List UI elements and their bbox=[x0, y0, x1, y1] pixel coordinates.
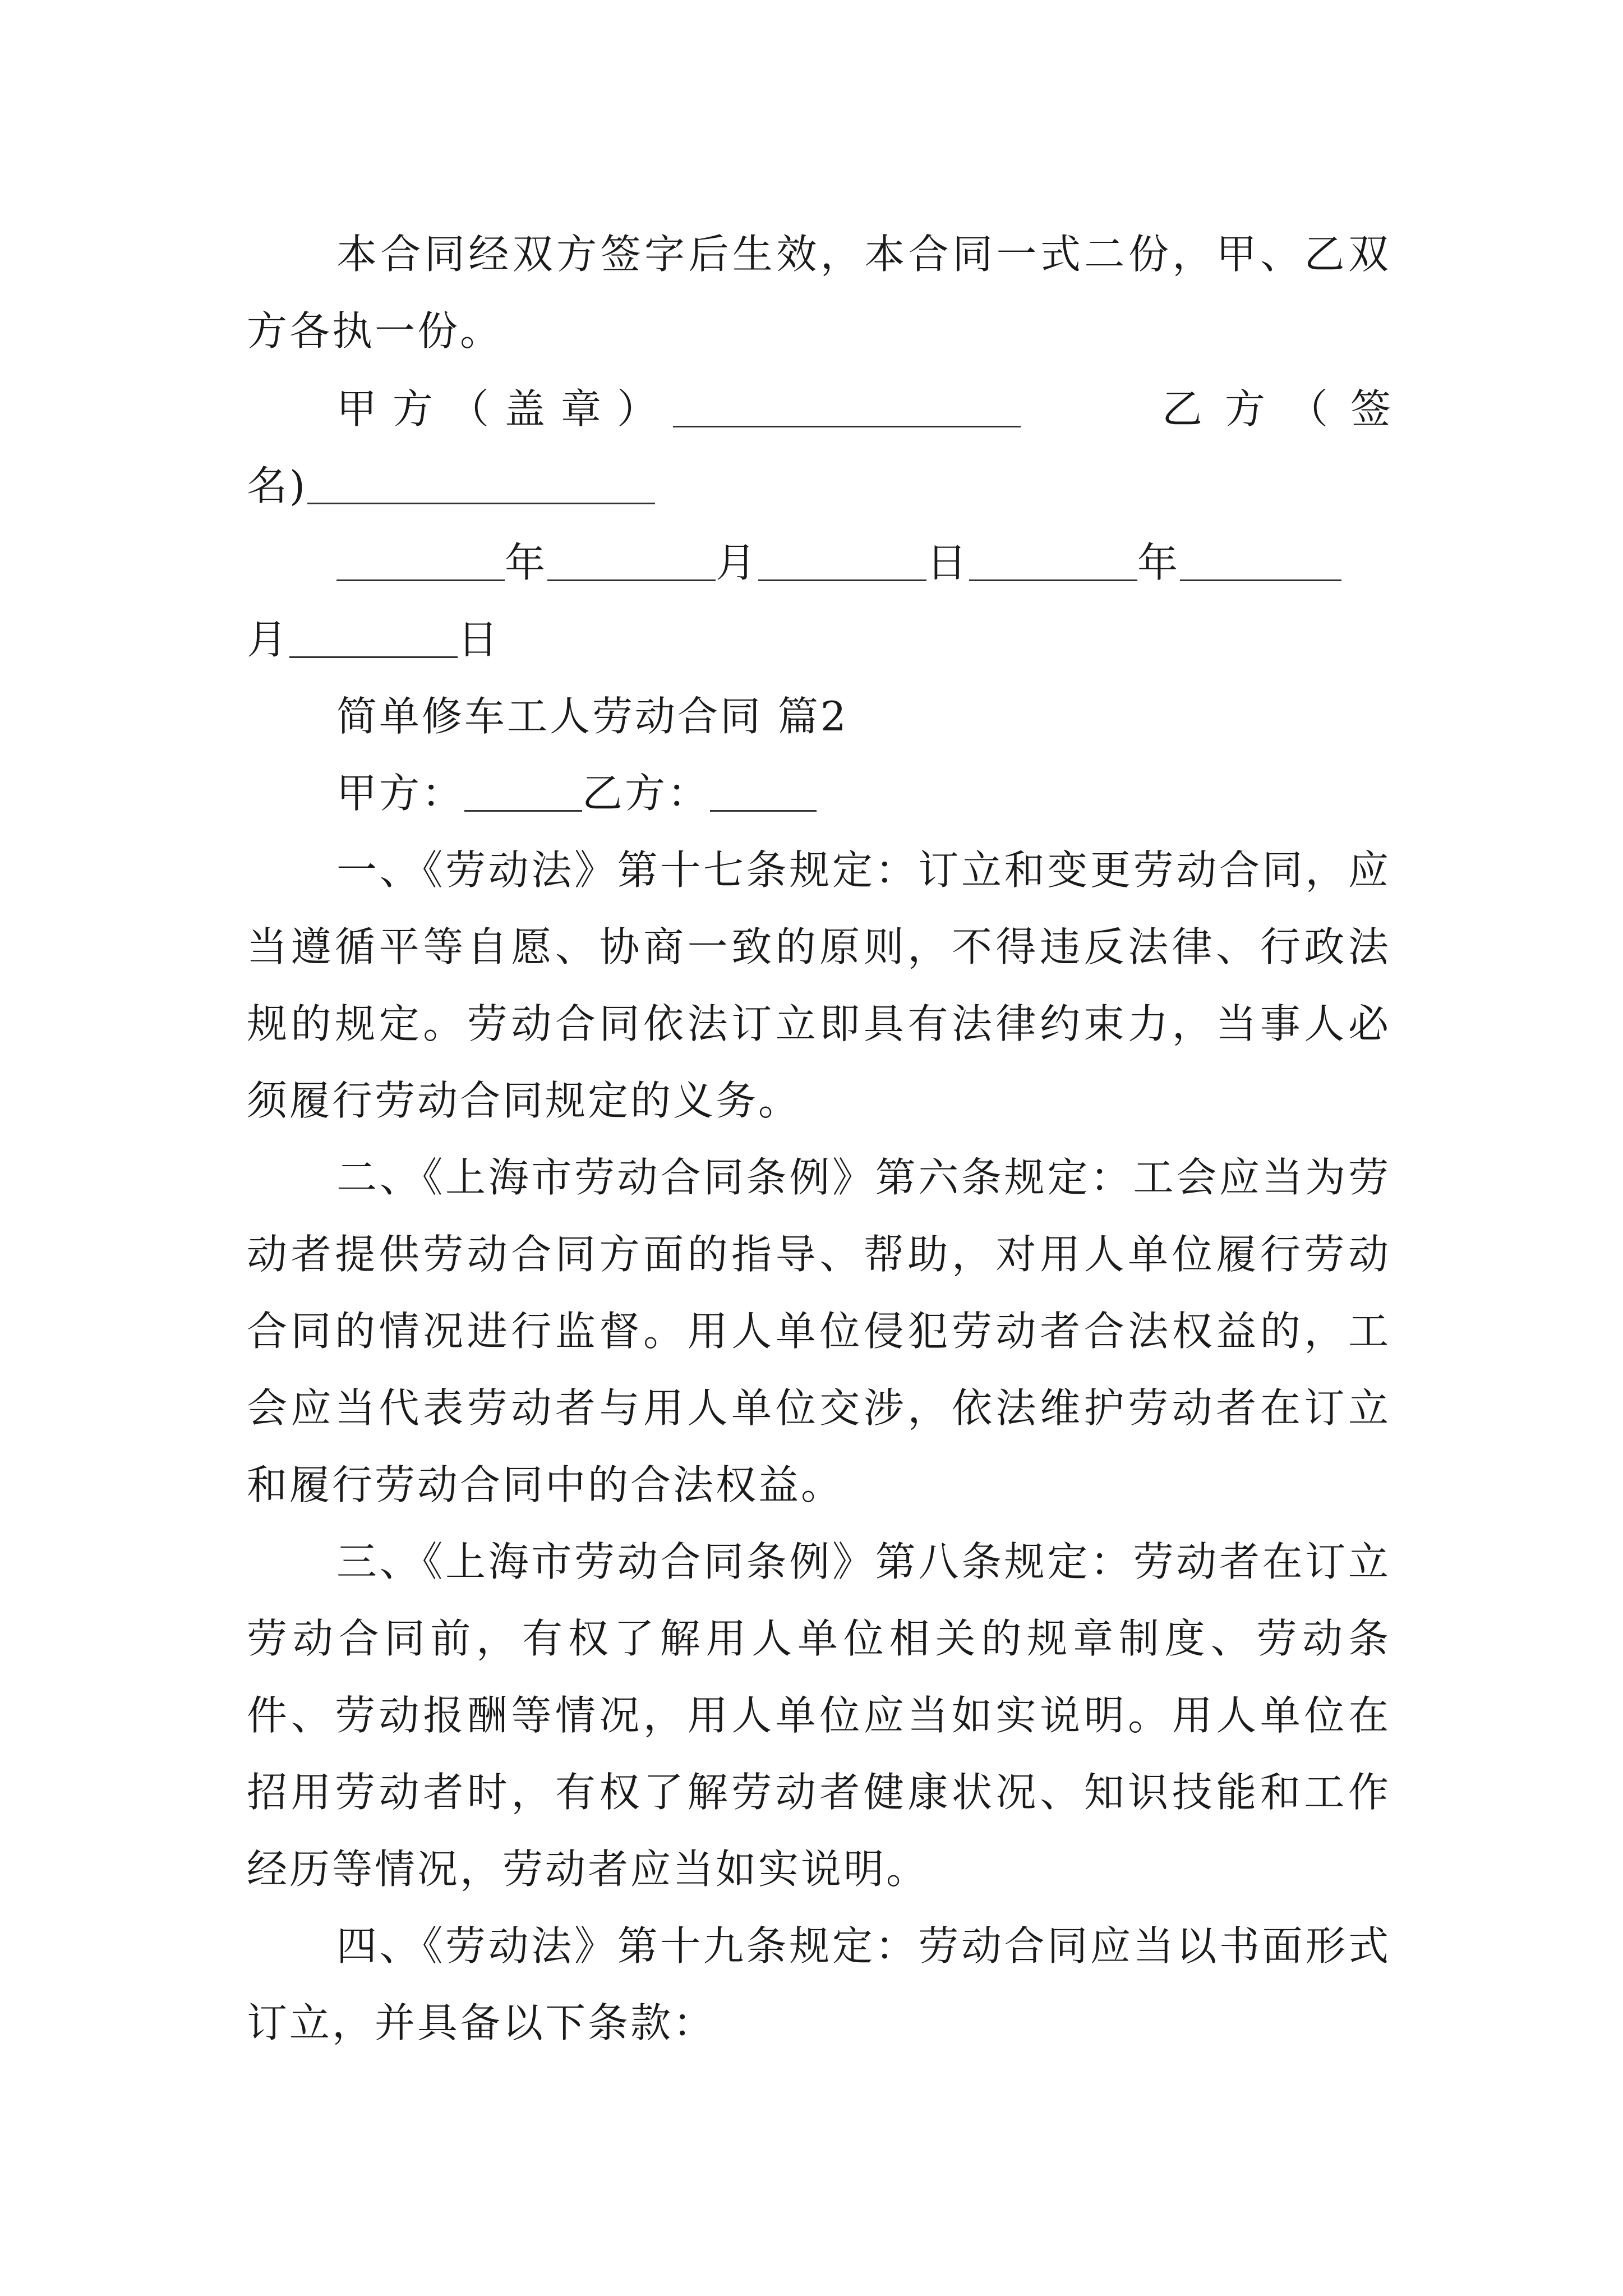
party-b-month-blank[interactable] bbox=[1180, 539, 1341, 581]
party-a-label: 甲方： bbox=[336, 770, 465, 817]
article-3: 三、《上海市劳动合同条例》第八条规定：劳动者在订立劳动合同前，有权了解用人单位相关的规章制度、劳动条件、劳动报酬等情况，用人单位应当如实说明。用人单位在招用劳动者时，有权了解劳动者健康状况、知识技能和工作经历等情况，劳动者应当如实说明。 bbox=[247, 1538, 1391, 1893]
party-a-month-blank[interactable] bbox=[547, 539, 716, 581]
date-row bbox=[247, 524, 1391, 601]
party-b-label: 乙方： bbox=[582, 770, 711, 817]
party-b-year-blank[interactable] bbox=[969, 539, 1137, 581]
party-a-day-label: 日 bbox=[926, 539, 970, 586]
party-b-sign-label-cont: 名) bbox=[247, 462, 308, 509]
party-b-month-label: 月 bbox=[247, 616, 290, 663]
party-b-signature-line[interactable] bbox=[307, 462, 655, 504]
effective-clause: 本合同经双方签字后生效，本合同一式二份，甲、乙双方各执一份。 bbox=[247, 231, 1391, 355]
article-1: 一、《劳动法》第十七条规定：订立和变更劳动合同，应当遵循平等自愿、协商一致的原则，不得违反法律、行政法规的规定。劳动合同依法订立即具有法律约束力，当事人必须履行劳动合同规定的义务。 bbox=[247, 846, 1391, 1124]
party-a-day-blank[interactable] bbox=[758, 539, 926, 581]
article-2: 二、《上海市劳动合同条例》第六条规定：工会应当为劳动者提供劳动合同方面的指导、帮助，对用人单位履行劳动合同的情况进行监督。用人单位侵犯劳动者合法权益的，工会应当代表劳动者与用人单位交涉，依法维护劳动者在订立和履行劳动合同中的合法权益。 bbox=[247, 1154, 1391, 1508]
party-a-year-blank[interactable] bbox=[336, 539, 505, 581]
party-a-month-label: 月 bbox=[716, 539, 759, 586]
party-a-name-blank[interactable] bbox=[464, 770, 582, 812]
parties-row bbox=[247, 755, 1391, 832]
party-a-seal-label: 甲方（盖章） bbox=[336, 385, 674, 432]
party-b-sign-label: 乙方（签 bbox=[1161, 385, 1413, 432]
date-row-cont bbox=[247, 601, 1391, 678]
party-b-name-blank[interactable] bbox=[710, 770, 817, 812]
party-b-day-label: 日 bbox=[458, 616, 501, 663]
party-b-day-blank[interactable] bbox=[289, 616, 458, 658]
document-body bbox=[247, 216, 1413, 2062]
party-a-signature-line[interactable] bbox=[673, 385, 1021, 427]
signature-row bbox=[247, 371, 1413, 448]
party-b-year-label: 年 bbox=[1137, 539, 1181, 586]
party-a-year-label: 年 bbox=[505, 539, 548, 586]
section-title: 简单修车工人劳动合同 篇2 bbox=[336, 693, 849, 740]
article-4: 四、《劳动法》第十九条规定：劳动合同应当以书面形式订立，并具备以下条款： bbox=[247, 1922, 1391, 2046]
party-b-sign-row bbox=[247, 448, 1391, 524]
